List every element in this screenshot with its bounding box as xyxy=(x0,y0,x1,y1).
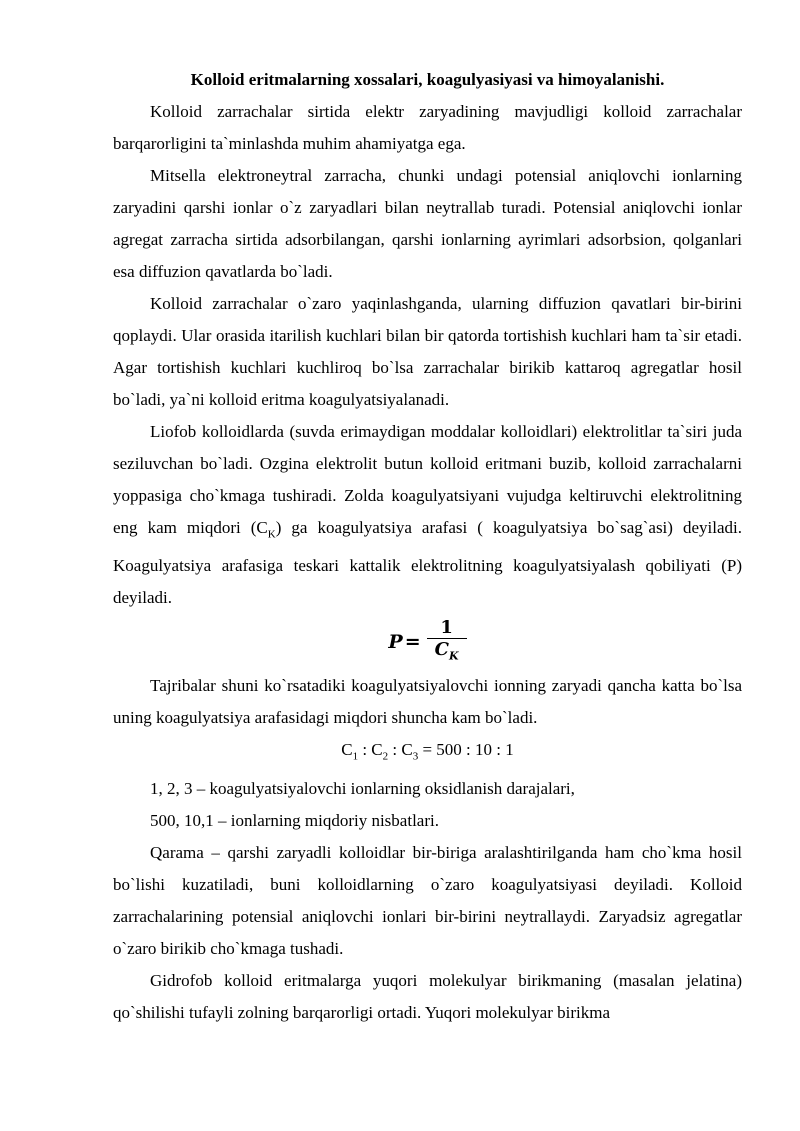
list-line-2: 500, 10,1 – ionlarning miqdoriy nisbatlari. xyxy=(150,810,439,830)
ck-subscript: K xyxy=(267,528,276,541)
formula-lhs: P xyxy=(388,631,403,654)
paragraph-2: Mitsella elektroneytral zarracha, chunki undagi potensial aniqlovchi ionlarning zaryadini qarshi ionlar o`z zaryadlari bilan neytrallab turadi. Potensial aniqlovchi ionlar agregat zarracha sirtida adsorbilangan, qarshi ionlarning ayrimlari adsorbsion, qolganlari esa diffuzion qavatlarda bo`ladi. xyxy=(113,166,742,281)
ratio-c3-symbol: C xyxy=(401,740,413,760)
formula-equals-sign: = xyxy=(404,631,421,654)
document-title: Kolloid eritmalarning xossalari, koagulyasiyasi va himoyalanishi. xyxy=(190,70,665,89)
ratio-c2-subscript: 2 xyxy=(382,750,389,763)
paragraph-4-part-1: Liofob kolloidlarda (suvda erimaydigan moddalar kolloidlari) elektrolitlar ta`siri juda seziluvchan bo`ladi. Ozgina elektrolit butun kolloid eritmani buzib, kolloid zarrachalarni yoppasiga cho`kmaga tushiradi. Zolda koagulyatsiyani vujudga keltiruvchi elektrolitning eng kam miqdori (C xyxy=(113,422,742,537)
formula-p-equals-one-over-ck xyxy=(113,614,742,670)
formula-fraction xyxy=(427,618,467,668)
ratio-values: = 500 : 10 : 1 xyxy=(418,740,514,760)
ratio-separator-2: : xyxy=(388,740,402,760)
paragraph-3: Kolloid zarrachalar o`zaro yaqinlashganda, ularning diffuzion qavatlari bir-birini qoplaydi. Ular orasida itarilish kuchlari bilan bir qatorda tortishish kuchlari ham ta`sir etadi. Agar tortishish kuchlari kuchliroq bo`lsa zarrachalar birikib kattaroq agregatlar hosil bo`ladi, ya`ni kolloid eritma koagulyatsiyalanadi. xyxy=(113,294,742,409)
ratio-c3-subscript: 3 xyxy=(412,750,419,763)
ratio-separator-1: : xyxy=(358,740,372,760)
ratio-c2-symbol: C xyxy=(371,740,383,760)
paragraph-5: Tajribalar shuni ko`rsatadiki koagulyatsiyalovchi ionning zaryadi qancha katta bo`lsa uning koagulyatsiya arafasidagi miqdori shuncha kam bo`ladi. xyxy=(113,676,742,728)
ratio-c1-symbol: C xyxy=(341,740,353,760)
paragraph-4-part-2: ) ga koagulyatsiya arafasi ( koagulyatsiya bo`sag`asi) deyiladi. Koagulyatsiya arafasiga teskari kattalik elektrolitning koagulyatsiyalash qobiliyati (P) deyiladi. xyxy=(113,518,742,608)
formula-numerator: 1 xyxy=(440,616,453,638)
formula-denominator-symbol: C xyxy=(434,638,449,660)
paragraph-7: Gidrofob kolloid eritmalarga yuqori molekulyar birikmaning (masalan jelatina) qo`shilishi tufayli zolning barqarorligi ortadi. Yuqori molekulyar birikma xyxy=(113,970,742,1022)
paragraph-4 xyxy=(113,416,742,614)
paragraph-1: Kolloid zarrachalar sirtida elektr zaryadining mavjudligi kolloid zarrachalar barqarorligini ta`minlashda muhim ahamiyatga ega. xyxy=(113,102,742,153)
formula-denominator-subscript: K xyxy=(448,649,459,663)
document-page xyxy=(113,64,742,1029)
formula-denominator xyxy=(435,639,459,668)
list-line-1: 1, 2, 3 – koagulyatsiyalovchi ionlarning oksidlanish darajalari, xyxy=(150,778,575,798)
paragraph-6: Qarama – qarshi zaryadli kolloidlar bir-biriga aralashtirilganda ham cho`kma hosil bo`lishi kuzatiladi, buni kolloidlarning o`zaro koagulyatsiyasi deyiladi. Kolloid zarrachalarining potensial aniqlovchi ionlari bir-birini neytrallaydi. Zaryadsiz agregatlar o`zaro birikib cho`kmaga tushadi. xyxy=(113,842,742,958)
concentration-ratio xyxy=(113,734,742,772)
ratio-c1-subscript: 1 xyxy=(352,750,359,763)
